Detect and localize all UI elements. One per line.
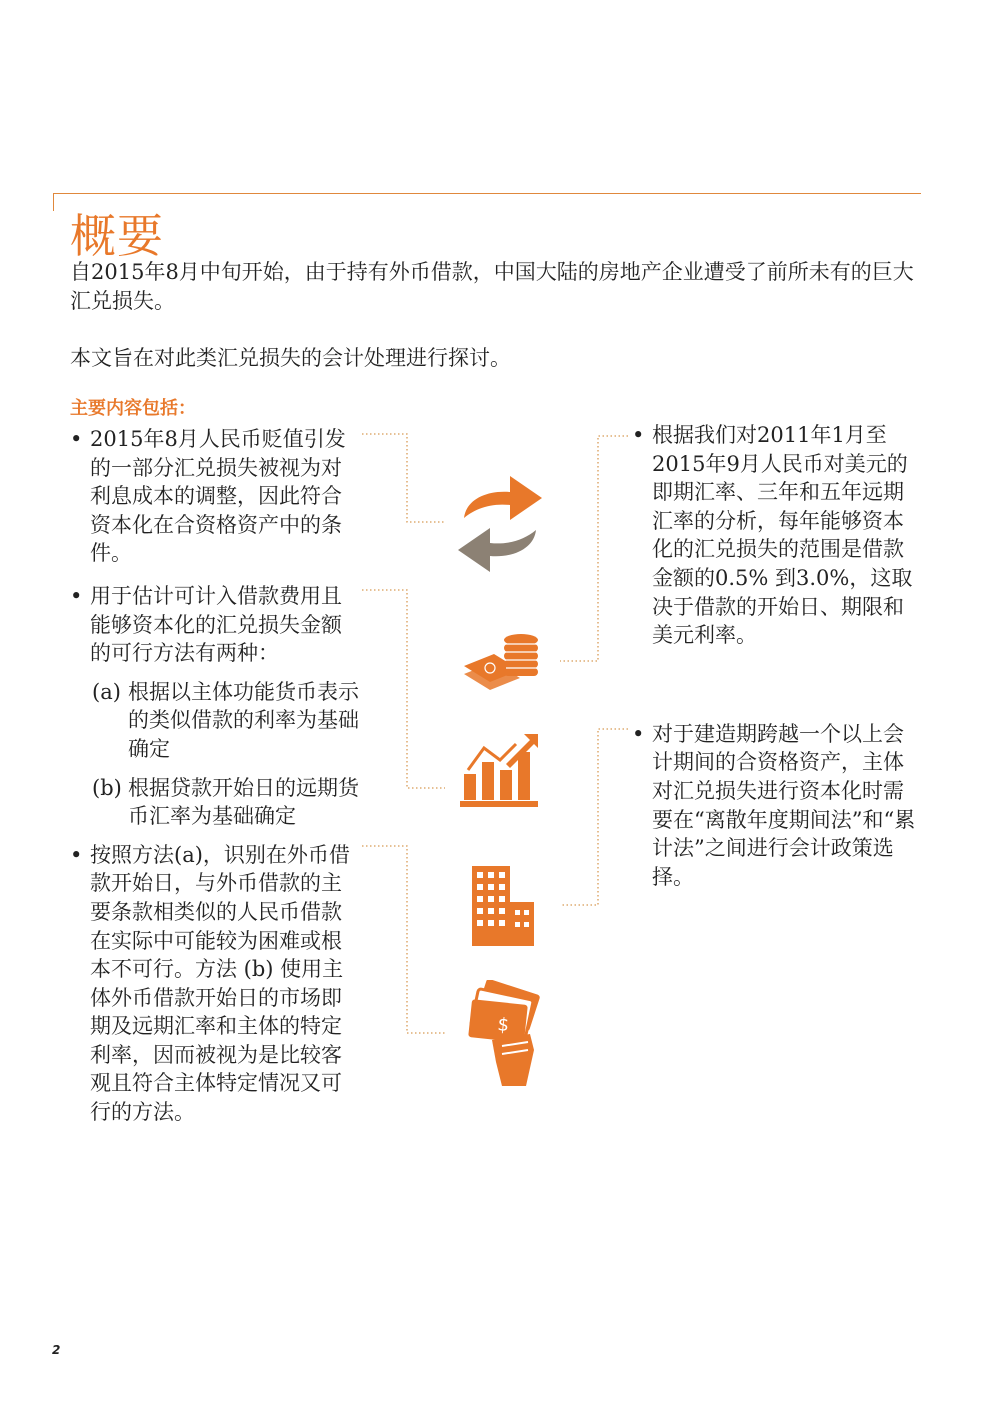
left-bullet-2 [70, 582, 362, 668]
exchange-arrows-icon [452, 470, 548, 580]
bullet-dot: • [70, 583, 83, 608]
bullet-dot: • [632, 423, 645, 447]
sub-item-b-text: 根据贷款开始日的远期货币汇率为基础确定 [128, 775, 359, 829]
left-column [70, 425, 362, 1141]
bullet-dot: • [632, 721, 645, 746]
svg-text:$: $ [496, 1014, 511, 1037]
leader-line-4 [560, 436, 628, 661]
sub-item-a-text: 根据以主体功能货币表示的类似借款的利率为基础确定 [128, 679, 359, 761]
right-bullet-2-text: 对于建造期跨越一个以上会计期间的合资格资产，主体对汇兑损失进行资本化时需要在“离散年度期间法”和“累计法”之间进行会计政策选择。 [652, 721, 916, 889]
left-bullet-3-text: 按照方法(a)，识别在外币借款开始日，与外币借款的主要条款相类似的人民币借款在实际中可能较为困难或根本不可行。方法 (b) 使用主体外币借款开始日的市场即期及远期汇率和主体的特定利率，因而被视为是比较客观且符合主体特定情况又可行的方法。 [90, 842, 350, 1125]
left-bullet-1-text: 2015年8月人民币贬值引发的一部分汇兑损失被视为对利息成本的调整，因此符合资本化在合资格资产中的条件。 [90, 427, 346, 566]
leader-line-5 [560, 729, 628, 905]
left-bullet-2-text: 用于估计可计入借款费用且能够资本化的汇兑损失金额的可行方法有两种： [90, 583, 342, 666]
page-number: 2 [52, 1343, 61, 1357]
right-bullet-1 [632, 421, 924, 650]
intro-paragraph-2: 本文旨在对此类汇兑损失的会计处理进行探讨。 [70, 346, 511, 370]
page-heading: 概要 [70, 209, 164, 263]
right-column [632, 421, 924, 905]
bullet-dot: • [70, 842, 83, 867]
leader-line-2 [362, 590, 445, 788]
right-bullet-2 [632, 720, 924, 892]
sub-item-b [70, 774, 362, 831]
building-icon [468, 862, 538, 948]
left-bullet-1 [70, 425, 362, 568]
sub-item-a [70, 678, 362, 764]
top-rule-tick [53, 193, 54, 211]
top-rule [53, 193, 921, 194]
coins-cash-icon [460, 630, 546, 692]
leader-line-1 [362, 434, 445, 522]
bullet-dot: • [70, 427, 83, 451]
right-bullet-1-text: 根据我们对2011年1月至2015年9月人民币对美元的即期汇率、三年和五年远期汇率的分析，每年能够资本化的汇兑损失的范围是借款金额的0.5% 到3.0%，这取决于借款的开始日、期限和美元利率。 [652, 423, 913, 648]
growth-chart-icon [458, 730, 542, 810]
sub-item-b-mark: (b) [92, 775, 122, 800]
intro-paragraph-1: 自2015年8月中旬开始，由于持有外币借款，中国大陆的房地产企业遭受了前所未有的巨大汇兑损失。 [70, 260, 914, 313]
money-hand-icon [462, 980, 542, 1090]
sub-item-a-mark: (a) [92, 679, 121, 704]
leader-line-3 [362, 846, 445, 1033]
section-subheading: 主要内容包括： [70, 398, 196, 419]
left-bullet-3 [70, 841, 362, 1127]
